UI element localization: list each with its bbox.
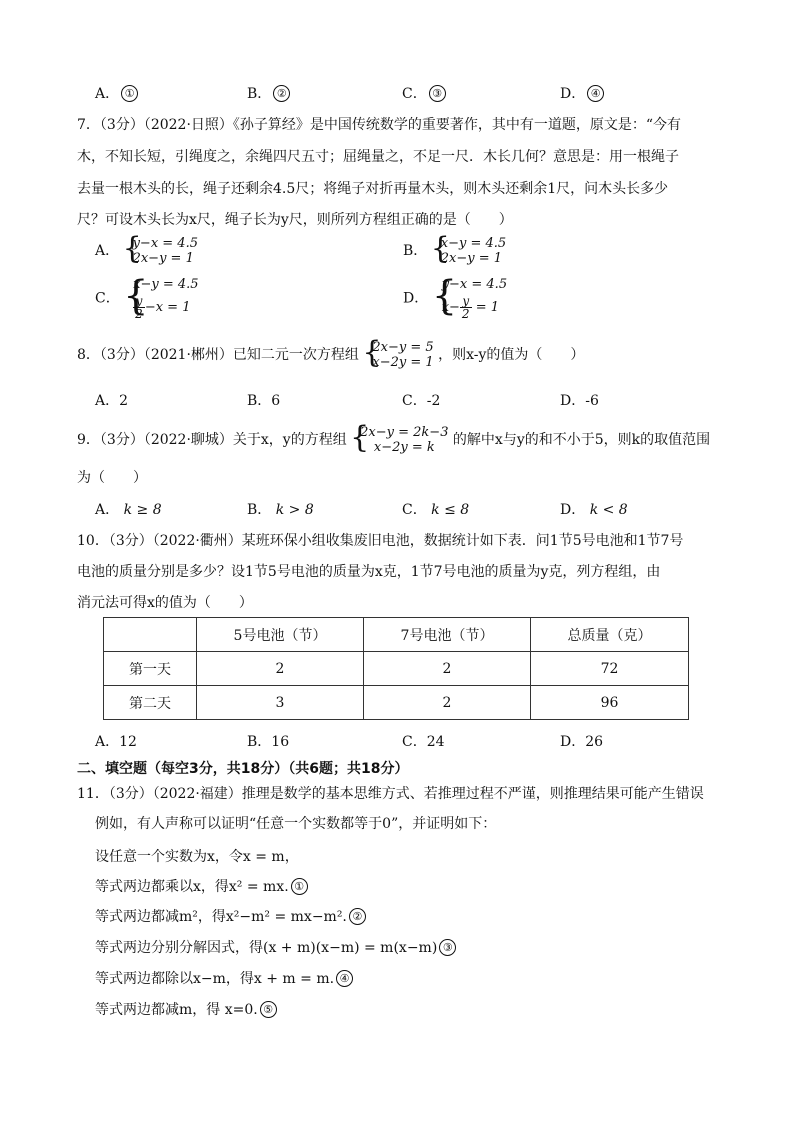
table-cell: 2 [197,652,364,686]
table-header-cell: 总质量（克） [531,618,689,652]
equation: 2x−y = 1 [440,251,503,266]
equation: { y−x = 4.5 [441,277,508,292]
equation-system [363,340,433,370]
circled-number: ① [121,85,138,102]
equation: x−2y = k [373,440,435,455]
q11-step [95,876,308,896]
equation: { x−y = 4.5 [133,277,199,292]
q6-option-a [95,83,138,103]
q9-stem [77,425,710,455]
option-label: C． [402,734,427,750]
option-value: k < 8 [589,502,628,518]
option-value: 12 [119,734,137,750]
option-label: D． [403,290,429,307]
option-label: C． [95,290,120,307]
step-text: 等式两边都乘以x，得x² = mx. [95,879,289,895]
q10-option-c [402,731,445,751]
table-cell: 3 [197,686,364,720]
circled-number: ⑤ [260,1001,277,1018]
option-label: C． [402,502,427,518]
circled-number: ③ [429,85,446,102]
equation-system [351,425,448,455]
q11-step [95,968,353,988]
option-value: 6 [271,393,281,409]
option-label: A． [95,502,120,518]
circled-number: ② [273,85,290,102]
table-cell: 第二天 [104,686,197,720]
battery-data-table [103,617,689,720]
equation-system [124,277,198,320]
option-label: D． [560,86,586,102]
step-text: 等式两边都减m，得 x=0. [95,1002,258,1018]
table-header-cell: 7号电池（节） [364,618,531,652]
option-value: k ≤ 8 [431,502,470,518]
q6-option-c [402,83,446,103]
q10-option-b [247,731,289,751]
table-row [104,652,689,686]
q10-option-a [95,731,137,751]
q6-option-d [560,83,604,103]
equation [442,295,507,320]
option-label: D． [560,734,586,750]
table-cell: 2 [364,686,531,720]
equation-tail: −x = 1 [144,300,191,315]
table-header-cell: 5号电池（节） [197,618,364,652]
option-value: -6 [585,393,599,409]
option-value: 2 [119,393,129,409]
q9-option-d [560,499,628,519]
option-value: k > 8 [275,502,314,518]
circled-number: ② [349,908,366,925]
q8-prefix: 8．（3分）（2021·郴州）已知二元一次方程组 [77,347,359,363]
q8-option-c [402,390,440,410]
q11-step [95,937,456,957]
option-label: A． [95,393,120,409]
equation: { 2x−y = 2k−3 [360,425,449,440]
fraction-numerator: y [460,295,472,308]
q8-option-a [95,390,128,410]
table-cell: 第一天 [104,652,197,686]
step-text: 等式两边都除以x−m，得x + m = m. [95,971,335,987]
circled-number: ③ [439,939,456,956]
equation-system [432,236,506,266]
q7-stem-line: 7．（3分）（2022·日照）《孙子算经》是中国传统数学的重要著作，其中有一道题，原文是：“今有 [77,117,682,133]
option-value: 24 [426,734,445,750]
q10-stem-line: 消元法可得x的值为（ ） [77,595,253,611]
option-label: B． [247,734,272,750]
q8-option-b [247,390,280,410]
equation: { x−y = 4.5 [440,236,507,251]
option-label: B． [247,502,272,518]
q9-stem-line2: 为（ ） [77,470,147,486]
q9-option-a [95,499,162,519]
section-heading: 二、填空题（每空3分，共18分）（共6题；共18分） [77,761,409,777]
fraction-denominator: 2 [135,307,143,321]
q6-option-b [247,83,290,103]
q7-option-b [403,236,506,266]
equation: x−2y = 1 [372,355,434,370]
option-value: k ≥ 8 [123,502,162,518]
option-value: -2 [426,393,441,409]
option-value: 16 [271,734,290,750]
option-label: B． [403,243,428,259]
q7-stem-line: 木，不知长短，引绳度之，余绳四尺五寸；屈绳量之，不足一尺．木长几何？意思是：用一根绳子 [77,149,679,165]
equation [133,295,198,320]
circled-number: ④ [336,970,353,987]
q11-stem-line: 例如，有人声称可以证明“任意一个实数都等于0”，并证明如下： [95,816,497,832]
q8-suffix: ，则x-y的值为（ ） [438,347,585,363]
equation-tail: = 1 [471,300,499,315]
q10-stem-line: 10．（3分）（2022·衢州）某班环保小组收集废旧电池，数据统计如下表．问1节5号电池和1节7号 [77,533,684,549]
q9-prefix: 9．（3分）（2022·聊城）关于x，y的方程组 [77,432,347,448]
q7-option-a [95,236,198,266]
fraction-denominator: 2 [461,307,470,321]
option-label: A． [95,86,120,102]
equation-head: x− [441,300,460,315]
equation-system [433,277,507,320]
table-header-cell [104,618,197,652]
q11-step: 设任意一个实数为x，令x = m， [95,849,299,865]
equation-system [124,236,198,266]
q9-option-b [247,499,314,519]
fraction [133,295,145,320]
q8-stem [77,340,584,370]
q7-option-d [403,277,507,320]
option-label: A． [95,243,120,259]
step-text: 等式两边分别分解因式，得(x + m)(x−m) = m(x−m) [95,940,438,956]
circled-number: ④ [587,85,604,102]
step-text: 等式两边都减m²，得x²−m² = mx−m². [95,909,347,925]
option-value: 26 [585,734,604,750]
q10-stem-line: 电池的质量分别是多少？设1节5号电池的质量为x克，1节7号电池的质量为y克，列方程组，由 [77,564,661,580]
q7-stem-line: 去量一根木头的长，绳子还剩余4.5尺；将绳子对折再量木头，则木头还剩余1尺，问木头长多少 [77,181,669,197]
option-label: C． [402,86,427,102]
table-header-row [104,618,689,652]
option-label: C． [402,393,427,409]
option-label: D． [560,393,586,409]
equation: 2x−y = 1 [132,251,194,266]
table-cell: 2 [364,652,531,686]
q10-option-d [560,731,603,751]
q9-suffix: 的解中x与y的和不小于5，则k的取值范围 [452,432,711,448]
q9-option-c [402,499,469,519]
q11-step [95,906,366,926]
q7-stem-line: 尺？可设木头长为x尺，绳子长为y尺，则所列方程组正确的是（ ） [77,212,513,228]
circled-number: ① [291,878,308,895]
q11-step [95,999,277,1019]
option-label: B． [247,393,272,409]
table-cell: 72 [531,652,689,686]
table-row [104,686,689,720]
equation: { 2x−y = 5 [372,340,434,355]
equation: { y−x = 4.5 [132,236,198,251]
option-label: B． [247,86,272,102]
option-label: A． [95,734,120,750]
table-cell: 96 [531,686,689,720]
q11-stem-line: 11．（3分）（2022·福建）推理是数学的基本思维方式、若推理过程不严谨，则推理结果可能产生错误 [77,786,704,802]
fraction-numerator: y [133,295,145,308]
fraction [460,295,472,320]
option-label: D． [560,502,586,518]
q8-option-d [560,390,599,410]
q7-option-c [95,277,199,320]
